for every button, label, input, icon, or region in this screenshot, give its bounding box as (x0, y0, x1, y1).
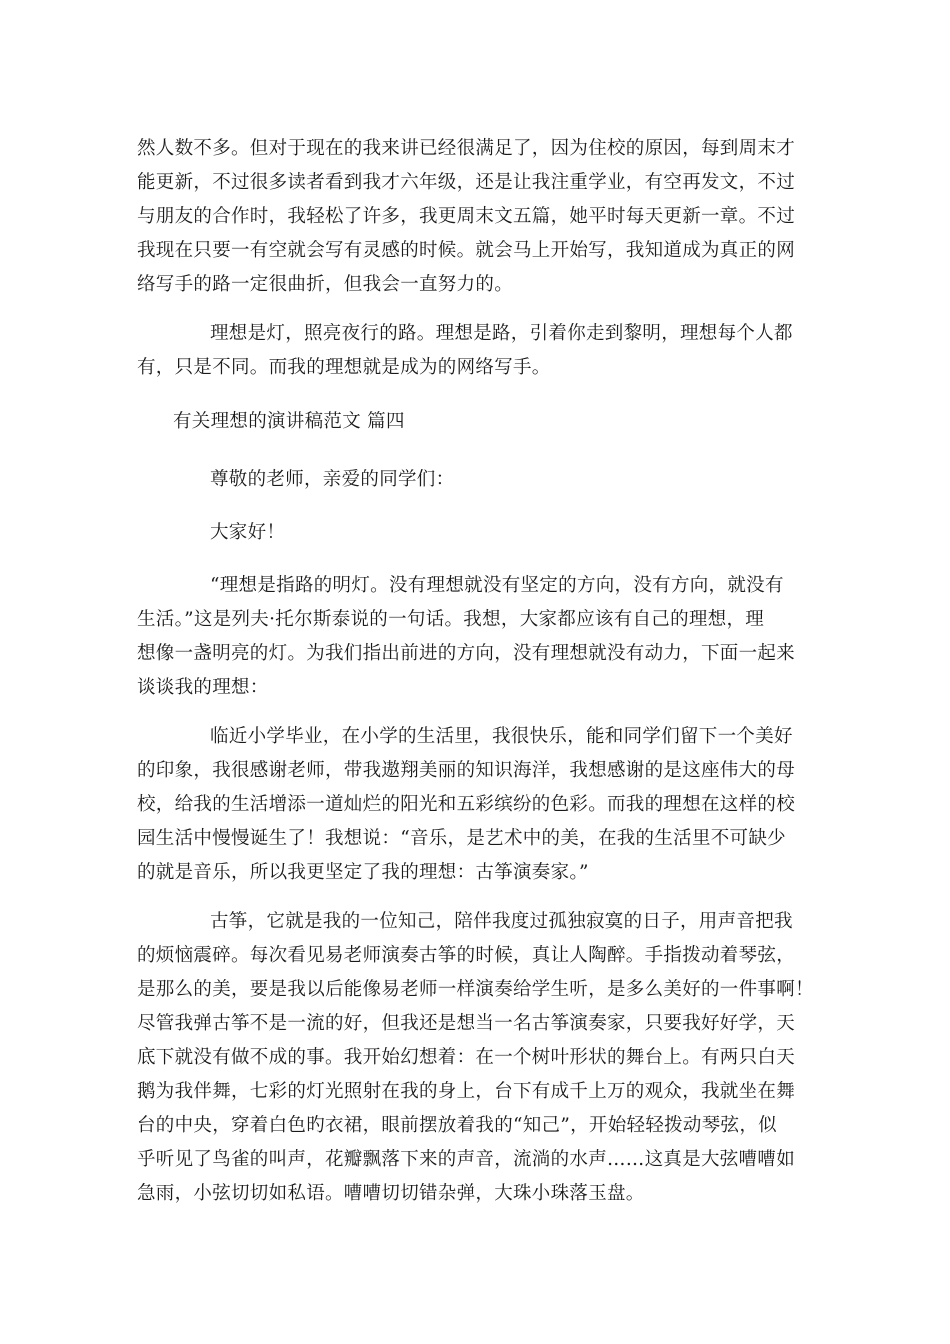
text-line: 古筝，它就是我的一位知己，陪伴我度过孤独寂寞的日子，用声音把我 (210, 911, 793, 932)
text-line: 的烦恼震碎。每次看见易老师演奏古筝的时候，真让人陶醉。手指拨动着琴弦， (137, 945, 796, 966)
text-line: 能更新，不过很多读者看到我才六年级，还是让我注重学业，有空再发文，不过 (137, 172, 796, 193)
text-line: 尽管我弹古筝不是一流的好，但我还是想当一名古筝演奏家，只要我好好学，天 (137, 1013, 796, 1034)
text-line: 的印象，我很感谢老师，带我遨翔美丽的知识海洋，我想感谢的是这座伟大的母 (137, 760, 796, 781)
paragraph-5 (137, 905, 817, 1211)
text-line: 然人数不多。但对于现在的我来讲已经很满足了，因为住校的原因，每到周末才 (137, 138, 796, 159)
text-line: 生活。”这是列夫·托尔斯泰说的一句话。我想，大家都应该有自己的理想，理 (137, 609, 765, 630)
text-line: 有，只是不同。而我的理想就是成为的网络写手。 (137, 357, 551, 378)
text-line: 与朋友的合作时，我轻松了许多，我更周末文五篇，她平时每天更新一章。不过 (137, 206, 796, 227)
text-line: 急雨，小弦切切如私语。嘈嘈切切错杂弹，大珠小珠落玉盘。 (137, 1183, 645, 1204)
text-line: 大家好！ (210, 522, 286, 543)
text-line: 络写手的路一定很曲折，但我会一直努力的。 (137, 274, 514, 295)
text-line: 台的中央，穿着白色旳衣裙，眼前摆放着我的“知己”，开始轻轻拨动琴弦，似 (137, 1115, 777, 1136)
text-line: 尊敬的老师，亲爱的同学们： (210, 469, 455, 490)
section-title: 有关理想的演讲稿范文 篇四 (173, 411, 405, 432)
text-line: 谈谈我的理想： (137, 677, 269, 698)
text-line: 临近小学毕业，在小学的生活里，我很快乐，能和同学们留下一个美好 (210, 726, 793, 747)
text-line: 乎听见了鸟雀的叫声，花瓣飘落下来的声音，流淌的水声……这真是大弦嘈嘈如 (137, 1149, 796, 1170)
paragraph-1 (137, 132, 817, 302)
paragraph-2 (137, 317, 817, 385)
greeting (137, 516, 817, 550)
text-line: 想像一盏明亮的灯。为我们指出前进的方向，没有理想就没有动力，下面一起来 (137, 643, 796, 664)
paragraph-3 (137, 569, 817, 705)
text-line: “理想是指路的明灯。没有理想就没有坚定的方向，没有方向，就没有 (210, 575, 784, 596)
text-line: 是那么的美，要是我以后能像易老师一样演奏给学生听，是多么美好的一件事啊！ (137, 979, 814, 1000)
text-line: 理想是灯，照亮夜行的路。理想是路，引着你走到黎明，理想每个人都 (210, 323, 793, 344)
text-line: 校，给我的生活增添一道灿烂的阳光和五彩缤纷的色彩。而我的理想在这样的校 (137, 794, 796, 815)
text-line: 的就是音乐，所以我更坚定了我的理想：古筝演奏家。” (137, 862, 589, 883)
paragraph-4 (137, 720, 817, 890)
text-line: 底下就没有做不成的事。我开始幻想着：在一个树叶形状的舞台上。有两只白天 (137, 1047, 796, 1068)
text-line: 园生活中慢慢诞生了！我想说：“音乐，是艺术中的美，在我的生活里不可缺少 (137, 828, 786, 849)
text-line: 我现在只要一有空就会写有灵感的时候。就会马上开始写，我知道成为真正的网 (137, 240, 796, 261)
text-line: 鹅为我伴舞，七彩的灯光照射在我的身上，台下有成千上万的观众，我就坐在舞 (137, 1081, 796, 1102)
salutation (137, 463, 817, 497)
